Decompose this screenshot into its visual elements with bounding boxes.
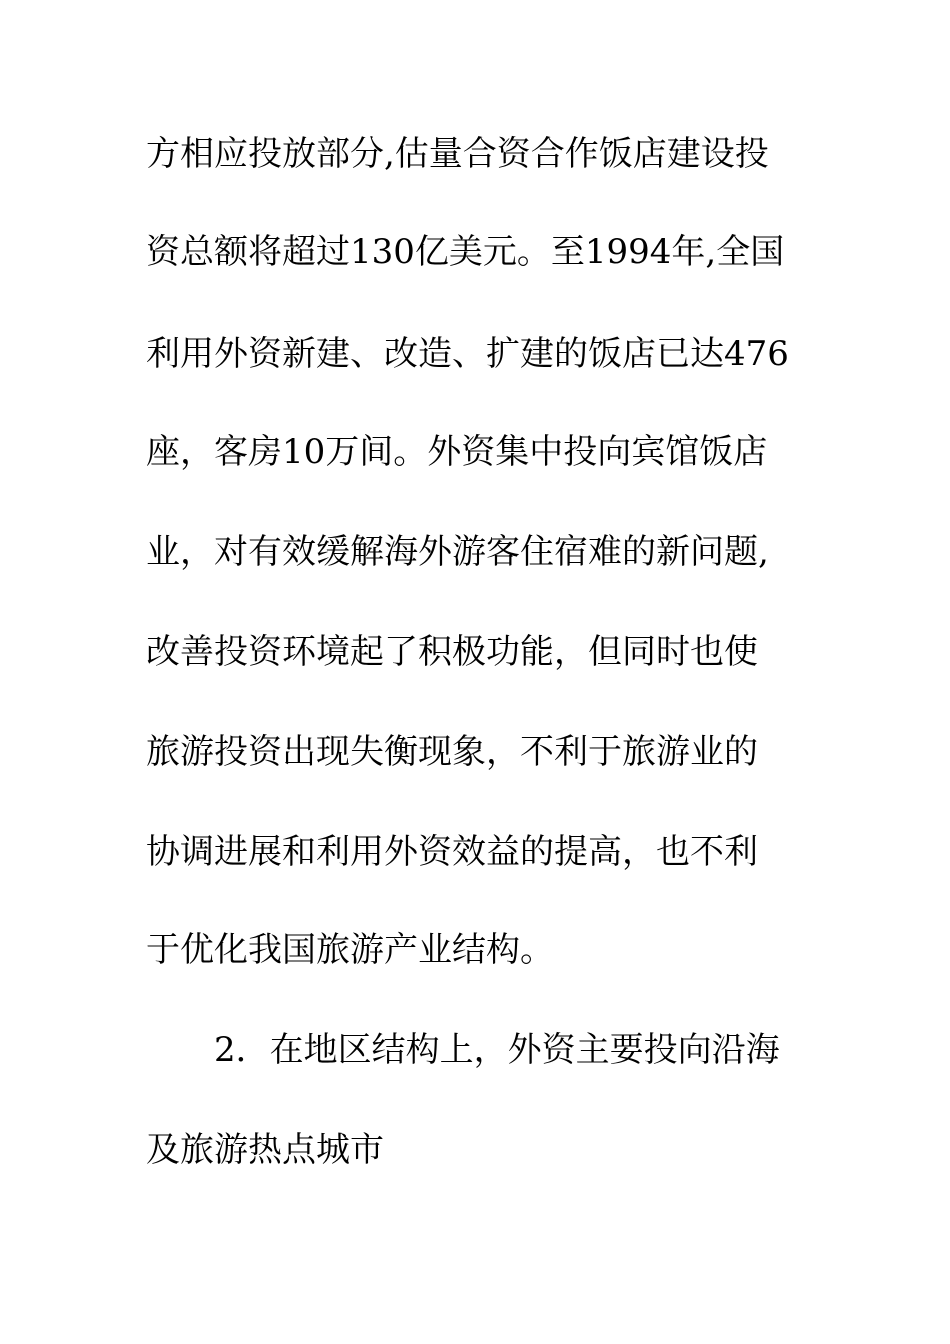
text-line: 旅游投资出现失衡现象，不利于旅游业的 <box>146 732 758 772</box>
text-line: 及旅游热点城市 <box>146 1130 384 1170</box>
text-line: 协调进展和利用外资效益的提高，也不利 <box>146 832 758 872</box>
text-line: 座，客房10万间。外资集中投向宾馆饭店 <box>146 432 768 472</box>
text-line: 利用外资新建、改造、扩建的饭店已达476 <box>146 334 789 374</box>
text-line: 于优化我国旅游产业结构。 <box>146 930 554 970</box>
text-line: 方相应投放部分,估量合资合作饭店建设投 <box>146 134 769 174</box>
text-line: 资总额将超过130亿美元。至1994年,全国 <box>146 232 785 272</box>
text-line: 业，对有效缓解海外游客住宿难的新问题, <box>146 532 769 572</box>
text-line: 改善投资环境起了积极功能，但同时也使 <box>146 632 758 672</box>
section-heading-line: 2．在地区结构上，外资主要投向沿海 <box>214 1030 780 1070</box>
